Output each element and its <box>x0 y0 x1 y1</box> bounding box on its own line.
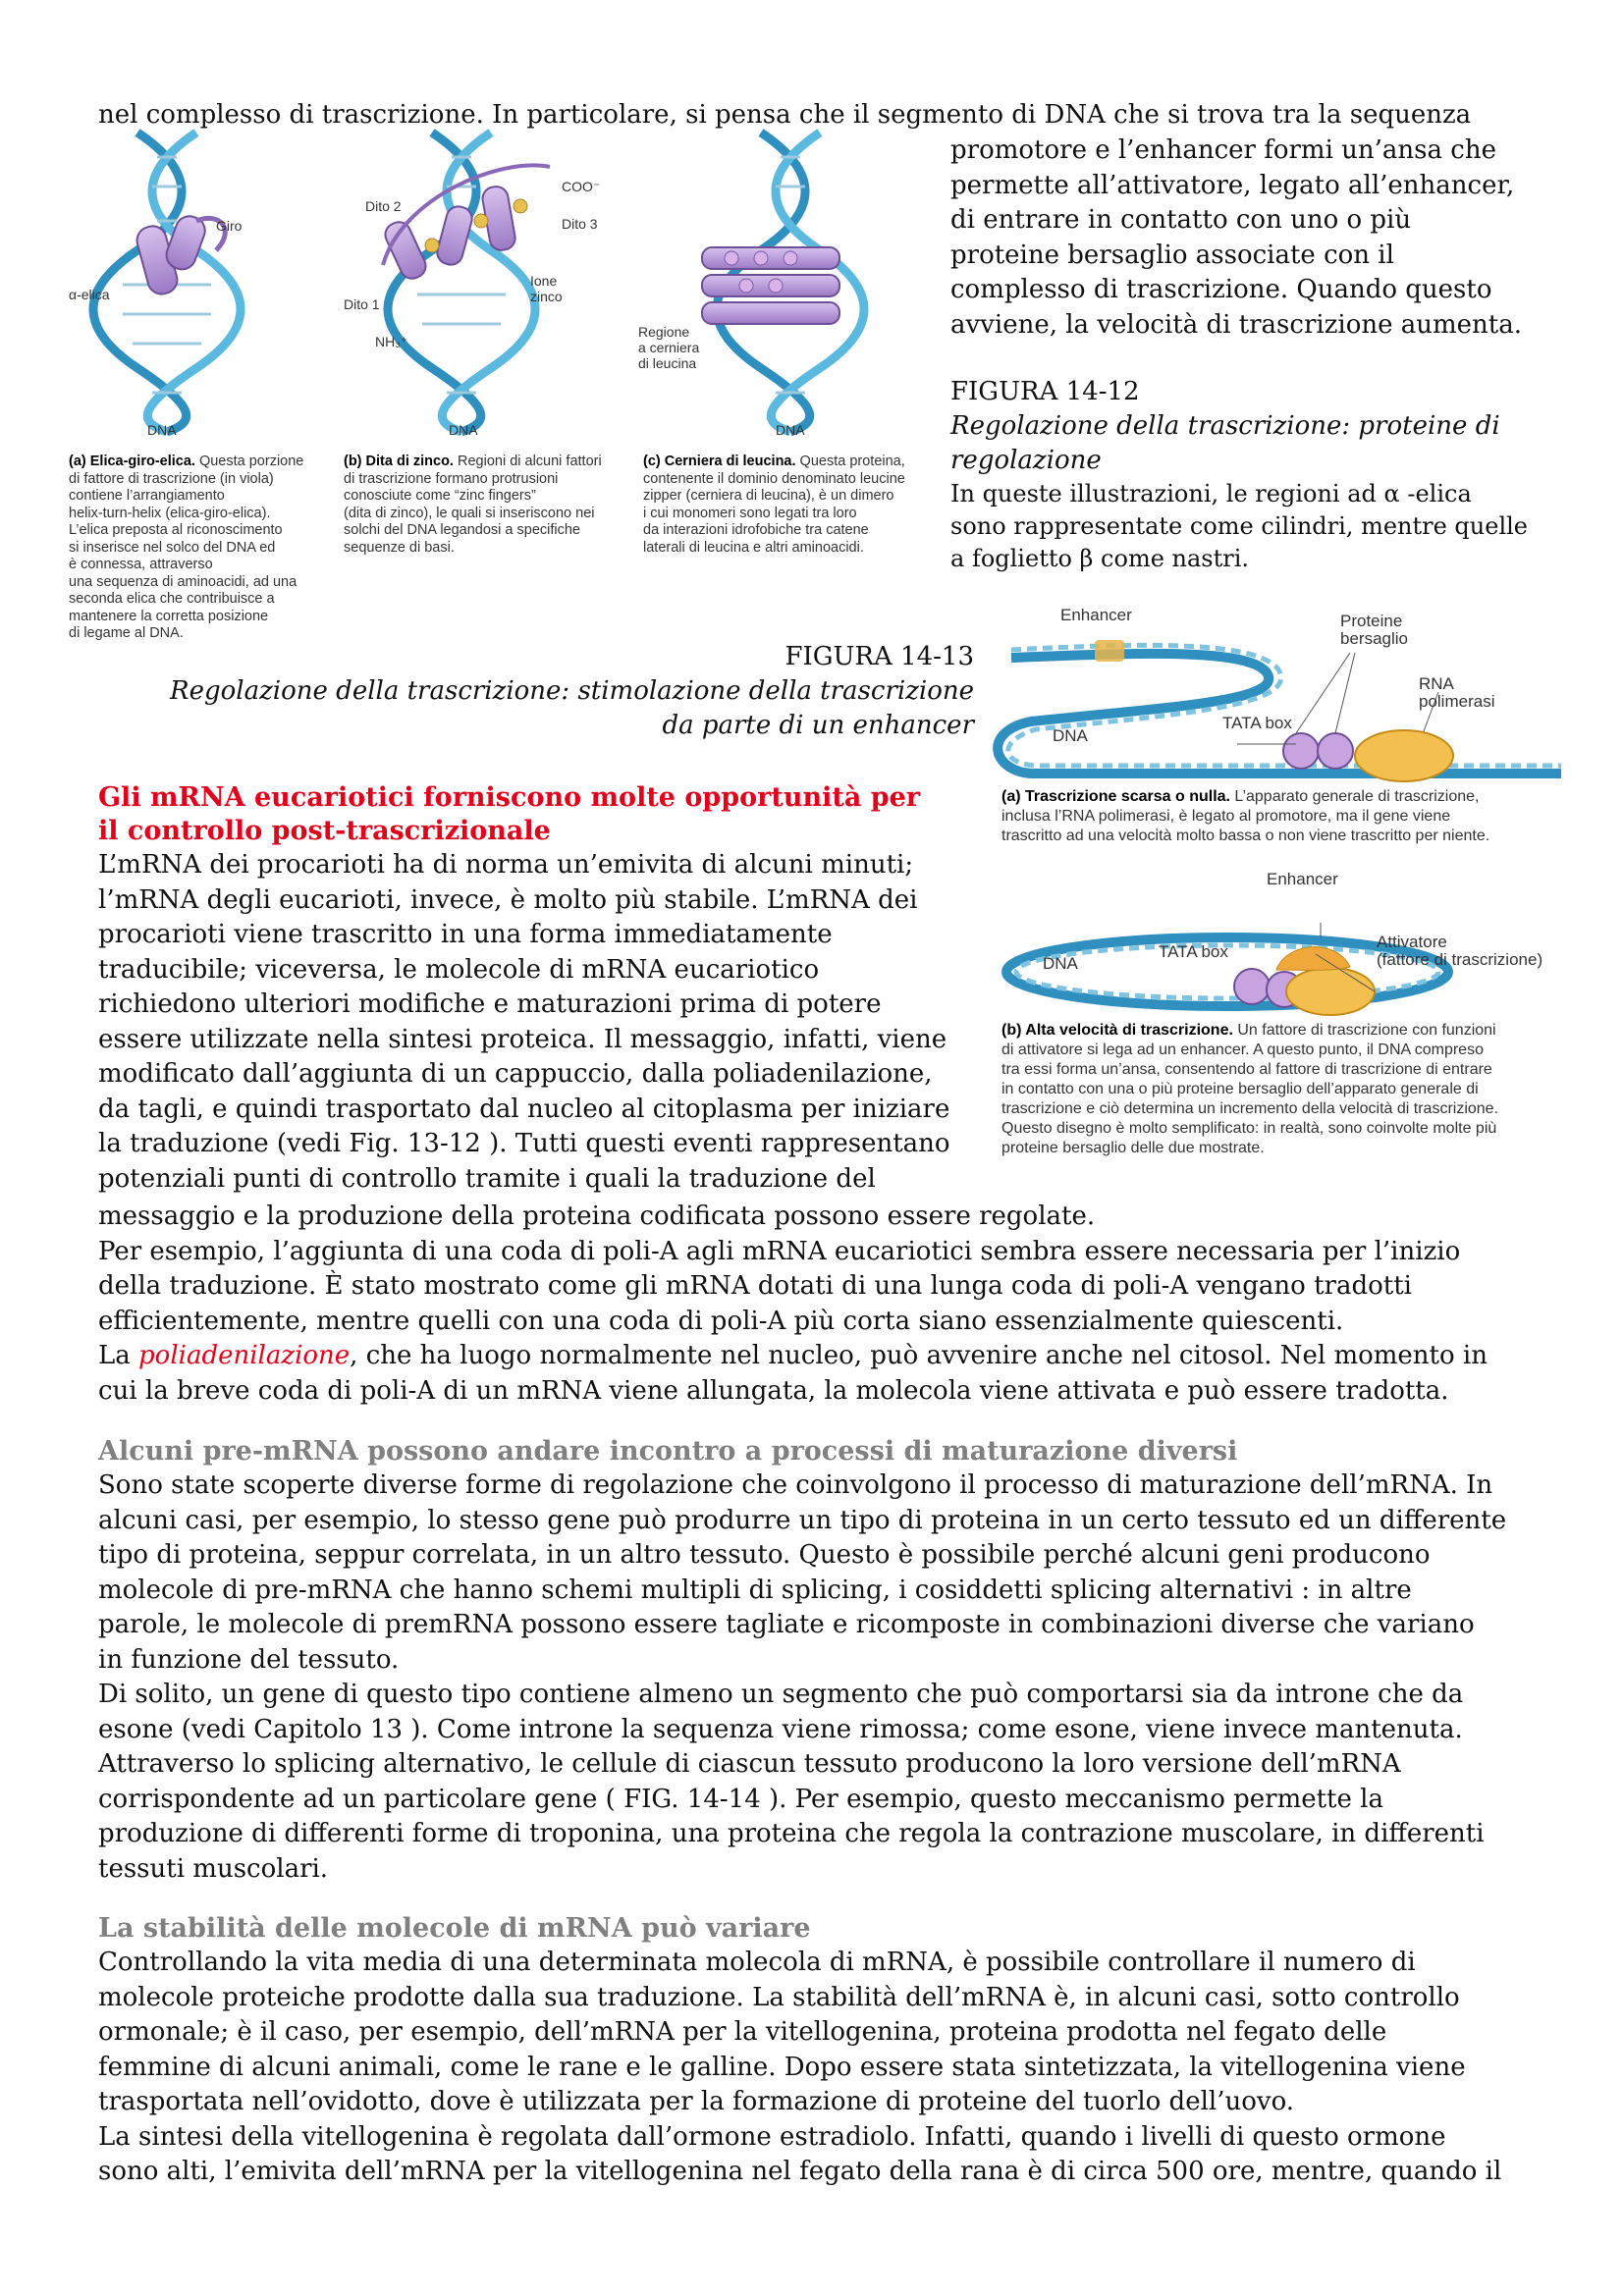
label-dna: DNA <box>1053 726 1088 745</box>
label-dna: DNA <box>449 422 478 438</box>
label-tata-box: TATA box <box>1159 942 1228 961</box>
caption-panel-a: (a) Trascrizione scarsa o nulla. L’apparato generale di trascrizione, inclusa l’RNA polimerasi, è legato al promotore, ma il gene viene trascritto ad una velocità molto bassa o non viene trascritto per niente. <box>1001 788 1490 844</box>
caption-panel-a: (a) Elica-giro-elica. Questa porzione di fattore di trascrizione (in viola) contiene l’arrangiamento helix-turn-helix (elica-giro-elica). L’elica preposta al riconoscimento si inserisce nel solco del DNA ed è connessa, attraverso una sequenza di aminoacidi, ad una seconda elica che contribuisce a mantenere la corretta posizione di legame al DNA. <box>69 454 304 641</box>
dna-protein-diagram <box>59 128 943 442</box>
figure-subtitle: da parte di un enhancer <box>662 711 974 740</box>
figure-14-13-caption <box>98 640 974 743</box>
text-line: Sono state scoperte diverse forme di regolazione che coinvolgono il processo di maturazione dell’mRNA. In <box>98 1470 1493 1500</box>
text-line: Attraverso lo splicing alternativo, le cellule di ciascun tessuto producono la loro versione dell’mRNA <box>98 1749 1401 1779</box>
label-dito-1: Dito 1 <box>344 296 380 312</box>
paragraph <box>98 1468 1571 1887</box>
text-line: La poliadenilazione, che ha luogo normalmente nel nucleo, può avvenire anche nel citosol. Nel momento in <box>98 1341 1488 1370</box>
label-proteine: Proteine <box>1340 612 1403 630</box>
text-line: cui la breve coda di poli-A di un mRNA viene allungata, la molecola viene attivata e può essere tradotta. <box>98 1375 1449 1406</box>
label-attivatore: Attivatore <box>1377 933 1447 951</box>
text-line: produzione di differenti forme di troponina, una proteina che regola la contrazione muscolare, in differenti <box>98 1819 1485 1848</box>
text-line: sono alti, l’emivita dell’mRNA per la vitellogenina nel fegato della rana è di circa 500 ore, mentre, quando il <box>98 2157 1502 2186</box>
label-enhancer: Enhancer <box>1267 870 1338 888</box>
text-line: essere utilizzate nella sintesi proteica. Il messaggio, infatti, viene <box>98 1024 947 1054</box>
section-post-transcriptional <box>98 781 982 1197</box>
paragraph <box>98 848 982 1197</box>
caption-panel-c: (c) Cerniera di leucina. Questa proteina, contenente il dominio denominato leucine zipper (cerniera di leucina), è un dimero i cui monomeri sono legati tra loro da interazioni idrofobiche tra catene laterali di leucina e altri aminoacidi. <box>643 454 905 556</box>
label-dna: DNA <box>1043 954 1078 973</box>
text-line: L’mRNA dei procarioti ha di norma un’emivita di alcuni minuti; <box>98 850 914 880</box>
text-line: La sintesi della vitellogenina è regolata dall’ormone estradiolo. Infatti, quando i livelli di questo ormone <box>98 2121 1446 2152</box>
text-line: corrispondente ad un particolare gene ( FIG. 14-14 ). Per esempio, questo meccanismo permette la <box>98 1784 1383 1814</box>
caption-bold: (a) Elica-giro-elica. <box>69 454 195 469</box>
intro-line: nel complesso di trascrizione. In particolare, si pensa che il segmento di DNA che si trova tra la sequenza <box>98 100 1472 130</box>
figure-14-12-caption <box>950 375 1559 575</box>
text-line: parole, le molecole di premRNA possono essere tagliate e ricomposte in combinazioni diverse che variano <box>98 1610 1475 1639</box>
text-line: la traduzione (vedi Fig. 13-12 ). Tutti questi eventi rappresentano <box>98 1129 950 1158</box>
section-heading: La stabilità delle molecole di mRNA può variare <box>98 1913 811 1944</box>
label-cerniera: a cerniera <box>638 340 700 355</box>
caption-bold: (c) Cerniera di leucina. <box>643 454 796 469</box>
text-line: da tagli, e quindi trasportato dal nucleo al citoplasma per iniziare <box>98 1094 950 1124</box>
figure-14-12-illustration <box>59 128 943 658</box>
text-line: procarioti viene trascritto in una forma immediatamente <box>98 920 833 949</box>
figure-description: a foglietto β come nastri. <box>950 545 1250 572</box>
text-line: complesso di trascrizione. Quando questo <box>950 275 1492 304</box>
label-tata-box: TATA box <box>1222 714 1292 732</box>
label-dna: DNA <box>776 422 805 438</box>
caption-bold: (b) Alta velocità di trascrizione. <box>1001 1022 1233 1039</box>
label-dito-3: Dito 3 <box>562 216 598 232</box>
dna-helix-b <box>382 133 550 432</box>
text-line: messaggio e la produzione della proteina codificata possono essere regolate. <box>98 1201 1096 1231</box>
text-line: alcuni casi, per esempio, lo stesso gene può produrre un tipo di proteina in un certo tessuto ed un differente <box>98 1505 1507 1535</box>
text-line: potenziali punti di controllo tramite i quali la traduzione del <box>98 1163 876 1194</box>
figure-title: FIGURA 14-12 <box>950 377 1140 406</box>
text-line: della traduzione. È stato mostrato come gli mRNA dotati di una lunga coda di poli-A vengano tradotti <box>98 1271 1412 1301</box>
figure-description: In queste illustrazioni, le regioni ad α -elica <box>950 480 1472 507</box>
figure-14-13-illustration <box>992 599 1581 1178</box>
label-regione: Regione <box>638 324 690 340</box>
intro-right-column <box>950 133 1540 343</box>
label-nh3: NH₃⁺ <box>375 334 408 349</box>
section-mrna-stability <box>98 1912 1571 2190</box>
text-line: avviene, la velocità di trascrizione aumenta. <box>950 309 1523 340</box>
label-coo: COO⁻ <box>562 179 601 194</box>
label-polimerasi: polimerasi <box>1419 692 1495 711</box>
caption-bold: (a) Trascrizione scarsa o nulla. <box>1001 788 1230 805</box>
text-line: richiedono ulteriori modifiche e maturazioni prima di potere <box>98 989 882 1019</box>
text-line: di entrare in contatto con uno o più <box>950 205 1412 235</box>
section-heading: il controllo post-trascrizionale <box>98 816 551 846</box>
dna-helix-c <box>702 133 864 432</box>
text-line: l’mRNA degli eucarioti, invece, è molto più stabile. L’mRNA dei <box>98 884 918 915</box>
caption-bold: (b) Dita di zinco. <box>344 454 454 469</box>
label-enhancer: Enhancer <box>1060 606 1132 624</box>
text-line: esone (vedi Capitolo 13 ). Come introne la sequenza viene rimossa; come esone, viene invece mantenuta. <box>98 1714 1463 1744</box>
text-line: ormonale; è il caso, per esempio, dell’mRNA per la vitellogenina, proteina prodotta nel fegato delle <box>98 2017 1387 2047</box>
text-line: efficientemente, mentre quelli con una coda di poli-A più corta siano essenzialmente quiescenti. <box>98 1306 1344 1336</box>
text-line: Di solito, un gene di questo tipo contiene almeno un segmento che può comportarsi sia da introne che da <box>98 1680 1464 1709</box>
paragraph-wide <box>98 1200 1571 1409</box>
text-line: tessuti muscolari. <box>98 1853 329 1884</box>
dna-helix-a <box>93 133 241 432</box>
section-heading: Alcuni pre-mRNA possono andare incontro a processi di maturazione diversi <box>98 1436 1238 1467</box>
text-line: permette all’attivatore, legato all’enhancer, <box>950 170 1515 200</box>
label-dna: DNA <box>147 422 177 438</box>
text-line: femmine di alcuni animali, come le rane e le galline. Dopo essere stata sintetizzata, la vitellogenina viene <box>98 2052 1466 2082</box>
label-rna: RNA <box>1419 674 1454 693</box>
label-giro: Giro <box>216 218 243 234</box>
text-line: tipo di proteina, seppur correlata, in un altro tessuto. Questo è possibile perché alcuni geni producono <box>98 1540 1431 1570</box>
text-line: Per esempio, l’aggiunta di una coda di poli-A agli mRNA eucariotici sembra essere necessaria per l’inizio <box>98 1236 1461 1266</box>
section-heading: Gli mRNA eucariotici forniscono molte opportunità per <box>98 782 921 813</box>
text-line: modificato dall’aggiunta di un cappuccio, dalla poliadenilazione, <box>98 1059 933 1089</box>
label-zinco: zinco <box>530 289 563 304</box>
label-ione: Ione <box>530 273 558 289</box>
figure-description: sono rappresentate come cilindri, mentre quelle <box>950 512 1529 540</box>
text-line: proteine bersaglio associate con il <box>950 240 1394 270</box>
highlight-term: poliadenilazione <box>138 1341 351 1370</box>
text-line: traducibile; viceversa, le molecole di mRNA eucariotico <box>98 954 820 985</box>
text-line: in funzione del tessuto. <box>98 1644 400 1675</box>
label-leucina: di leucina <box>638 355 697 371</box>
text-line: molecole proteiche prodotte dalla sua traduzione. La stabilità dell’mRNA è, in alcuni casi, sotto controllo <box>98 1982 1460 2012</box>
text-line: trasportata nell’ovidotto, dove è utilizzata per la formazione di proteine del tuorlo dell’uovo. <box>98 2087 1295 2116</box>
label-alpha-helix: α-elica <box>69 287 110 302</box>
paragraph <box>98 1946 1571 2190</box>
section-alternative-splicing <box>98 1435 1571 1887</box>
label-fattore-trascrizione: (fattore di trascrizione) <box>1377 950 1543 969</box>
label-dito-2: Dito 2 <box>365 198 402 214</box>
figure-subtitle: Regolazione della trascrizione: proteine di <box>950 411 1500 441</box>
figure-subtitle: regolazione <box>950 446 1102 475</box>
label-bersaglio: bersaglio <box>1340 629 1408 648</box>
text-line: promotore e l’enhancer formi un’ansa che <box>950 135 1496 165</box>
text-line: Controllando la vita media di una determinata molecola di mRNA, è possibile controllare il numero di <box>98 1948 1416 1977</box>
figure-title: FIGURA 14-13 <box>784 642 974 671</box>
caption-panel-b: (b) Dita di zinco. Regioni di alcuni fattori di trascrizione formano protrusioni conosciute come “zinc fingers” (dita di zinco), le quali si inseriscono nei solchi del DNA legandosi a specifiche sequenze di basi. <box>344 454 602 556</box>
caption-panel-b: (b) Alta velocità di trascrizione. Un fattore di trascrizione con funzioni di attivatore si lega ad un enhancer. A questo punto, il DNA compreso tra essi forma un’ansa, consentendo al fattore di trascrizione di entrare in contatto con una o più proteine bersaglio dell’apparato generale di trascrizione e ciò determina un incremento della velocità di trascrizione. Questo disegno è molto semplificato: in realtà, sono coinvolte molte più proteine bersaglio delle due mostrate. <box>1001 1022 1499 1156</box>
figure-subtitle: Regolazione della trascrizione: stimolazione della trascrizione <box>170 676 974 706</box>
text-line: molecole di pre-mRNA che hanno schemi multipli di splicing, i cosiddetti splicing alternativi : in altre <box>98 1575 1412 1605</box>
